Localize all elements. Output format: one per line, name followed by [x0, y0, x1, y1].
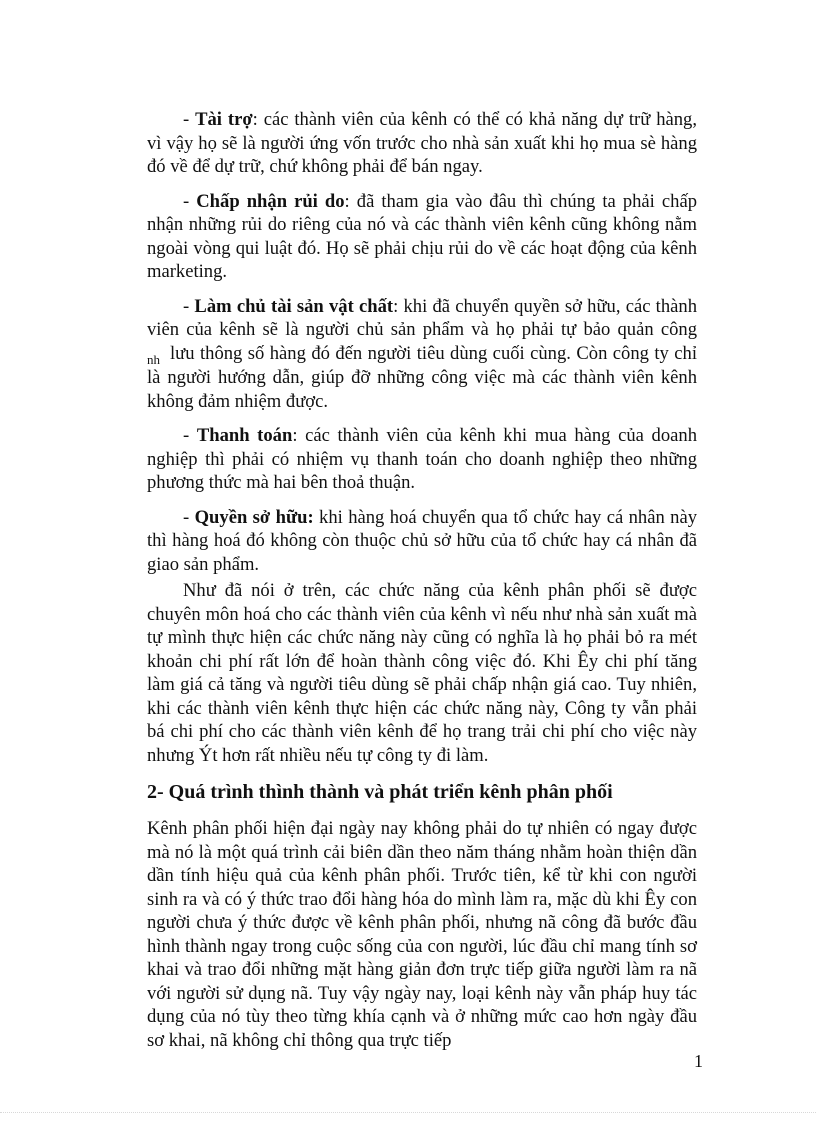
bullet-dash: -: [183, 506, 195, 528]
paragraph-tai-tro: [147, 108, 697, 179]
paragraph-kenh-phan-phoi-hien-dai: Kênh phân phối hiện đại ngày nay không phải do tự nhiên có ngay được mà nó là một quá trình cải biên dần theo năm tháng nhằm hoàn thiện dần dần tính hiệu quả của kênh phân phối. Trước tiên, kể từ khi con người sinh ra và có ý thức trao đổi hàng hóa do mình làm ra, mặc dù khi Êy con người chưa ý thức được về kênh phân phối, nhưng nã công đã bước đầu hình thành ngay trong cuộc sống của con người, lúc đầu chỉ mang tính sơ khai và trao đổi những mặt hàng giản đơn trực tiếp giữa người làm ra nã với người sử dụng nã. Tuy vậy ngày nay, loại kênh này vẫn pháp huy tác dụng của nó tùy theo từng khía cạnh và ở những mức cao hơn ngày đầu sơ khai, nã không chỉ thông qua trực tiếp: [147, 818, 697, 1051]
paragraph-chuyen-mon-hoa: Như đã nói ở trên, các chức năng của kênh phân phối sẽ được chuyên môn hoá cho các thành viên của kênh vì nếu như nhà sản xuất mà tự mình thực hiện các chức năng này cũng có nghĩa là họ phải bỏ ra mét khoản chi phí rất lớn để hoàn thành công việc đó. Khi Êy chi phí tăng làm giá cả tăng và người tiêu dùng sẽ phải chấp nhận giá cao. Tuy nhiên, khi các thành viên kênh thực hiện các chức năng này, Công ty vẫn phải bá chi phí cho các thành viên kênh để họ trang trải chi phí cho việc này nhưng Ýt hơn rất nhiều nếu tự công ty đi làm.: [147, 580, 697, 766]
term-tai-tro: Tài trợ: [195, 109, 253, 130]
paragraph-quyen-so-huu: [147, 506, 697, 577]
text-quyen-so-huu: khi hàng hoá chuyển qua tổ chức hay cá nhân này thì hàng hoá đó không còn thuộc chủ sở hữu của tổ chức hay cá nhân đã giao sản phẩm.: [147, 506, 698, 575]
bullet-dash: -: [183, 109, 196, 130]
bullet-dash: -: [183, 425, 197, 446]
section-heading: 2- Quá trình thình thành và phát triển kênh phân phối: [147, 781, 613, 803]
text-chap-nhan-rui-do: : đã tham gia vào đâu thì chúng ta phải chấp nhận những rủi do riêng của nó và các thành viên kênh cũng không nằm ngoài vòng qui luật đó. Họ sẽ phải chịu rủi do về các hoạt động của kênh marketing.: [147, 190, 697, 282]
text-lam-chu-tai-san-b: lưu thông số hàng đó đến người tiêu dùng cuối cùng. Còn công ty chỉ là người hướng dẫn, giúp đỡ những công việc mà các thành viên kênh không đảm nhiệm được.: [147, 342, 697, 412]
paragraph-lam-chu-tai-san: [147, 295, 697, 414]
body-text: [147, 108, 697, 1052]
term-quyen-so-huu: Quyền sở hữu:: [194, 506, 314, 528]
text-tai-tro: : các thành viên của kênh có thể có khả năng dự trữ hàng, vì vậy họ sẽ là người ứng vốn trước cho nhà sản xuất khi họ mua sè hàng đó về để dự trữ, chứ không phải để bán ngay.: [147, 109, 697, 177]
paragraph-thanh-toan: [147, 424, 697, 495]
page-bottom-divider: [0, 1112, 816, 1113]
bullet-dash: -: [183, 295, 195, 317]
text-thanh-toan: : các thành viên của kênh khi mua hàng của doanh nghiệp thì phải có nhiệm vụ thanh toán cho doanh nghiệp theo những phương thức mà hai bên thoả thuận.: [147, 425, 697, 493]
page-number: 1: [694, 1051, 703, 1071]
term-chap-nhan-rui-do: Chấp nhận rủi do: [196, 190, 345, 212]
bullet-dash: -: [183, 190, 197, 212]
text-lam-chu-tai-san-a: : khi đã chuyển quyền sở hữu, các thành viên của kênh sẽ là người chủ sản phẩm và họ phải tự bảo quản công: [147, 295, 697, 340]
stray-fragment-nh: nh: [147, 351, 160, 367]
paragraph-chap-nhan-rui-do: [147, 190, 697, 284]
term-lam-chu-tai-san: Làm chủ tài sản vật chất: [194, 295, 394, 317]
term-thanh-toan: Thanh toán: [196, 425, 293, 446]
